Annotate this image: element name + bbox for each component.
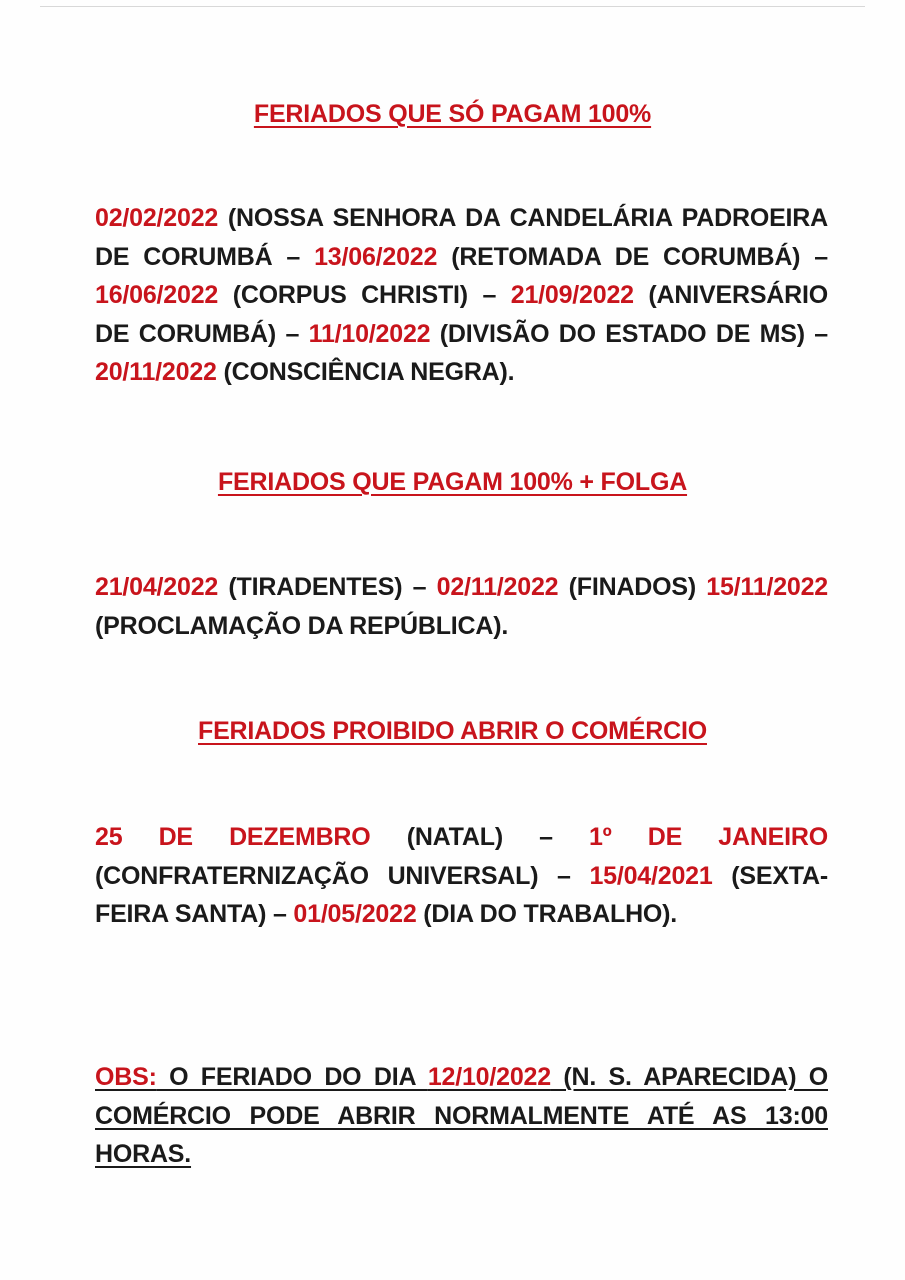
highlighted-date: 02/11/2022	[436, 573, 559, 601]
holiday-text: (CORPUS CHRISTI) –	[218, 281, 511, 309]
highlighted-date: 21/04/2022	[95, 573, 219, 601]
section-body-proibido-abrir	[95, 818, 828, 934]
highlighted-date: 25 DE DEZEMBRO	[95, 823, 371, 851]
holiday-text: (SEXTA-FEIRA SANTA) –	[95, 861, 828, 928]
holiday-text: (ANIVERSÁRIO DE CORUMBÁ) –	[95, 281, 828, 348]
obs-note	[95, 1058, 828, 1174]
section-heading-100-percent: FERIADOS QUE SÓ PAGAM 100%	[253, 100, 652, 128]
highlighted-date: 15/11/2022	[706, 573, 829, 601]
highlighted-date: 20/11/2022	[95, 358, 217, 386]
highlighted-date: 16/06/2022	[95, 281, 219, 309]
section-body-100-percent-folga	[95, 568, 828, 645]
holiday-text: (FINADOS)	[558, 573, 707, 601]
section-heading-proibido-abrir: FERIADOS PROIBIDO ABRIR O COMÉRCIO	[198, 717, 707, 745]
holiday-text: (RETOMADA DE CORUMBÁ) –	[437, 242, 828, 271]
highlighted-date: 1º DE JANEIRO	[588, 823, 828, 851]
highlighted-date: 15/04/2021	[589, 861, 713, 890]
holiday-text: (CONSCIÊNCIA NEGRA).	[216, 358, 515, 386]
highlighted-date: 21/09/2022	[510, 281, 634, 309]
holiday-text: (NATAL) –	[370, 823, 589, 851]
highlighted-date: 11/10/2022	[308, 319, 431, 348]
section-heading-100-percent-folga: FERIADOS QUE PAGAM 100% + FOLGA	[217, 468, 688, 496]
highlighted-date: 13/06/2022	[314, 242, 438, 271]
section-body-100-percent	[95, 199, 828, 392]
holiday-text: O FERIADO DO DIA	[156, 1063, 428, 1091]
page-top-edge	[40, 6, 865, 7]
highlighted-date: 02/02/2022	[95, 204, 219, 232]
highlighted-date: OBS:	[95, 1063, 157, 1091]
holiday-text: (CONFRATERNIZAÇÃO UNIVERSAL) –	[95, 861, 590, 890]
highlighted-date: 12/10/2022	[427, 1063, 551, 1091]
holiday-text: (N. S. APARECIDA) O COMÉRCIO PODE ABRIR NORMALMENTE ATÉ AS 13:00 HORAS.	[95, 1063, 828, 1168]
holiday-text: (TIRADENTES) –	[218, 573, 437, 601]
holiday-text: (DIVISÃO DO ESTADO DE MS) –	[430, 319, 828, 348]
holiday-text: (PROCLAMAÇÃO DA REPÚBLICA).	[95, 611, 509, 640]
highlighted-date: 01/05/2022	[293, 900, 417, 928]
holiday-text: (NOSSA SENHORA DA CANDELÁRIA PADROEIRA DE CORUMBÁ –	[95, 204, 828, 271]
holiday-text: (DIA DO TRABALHO).	[416, 900, 678, 928]
